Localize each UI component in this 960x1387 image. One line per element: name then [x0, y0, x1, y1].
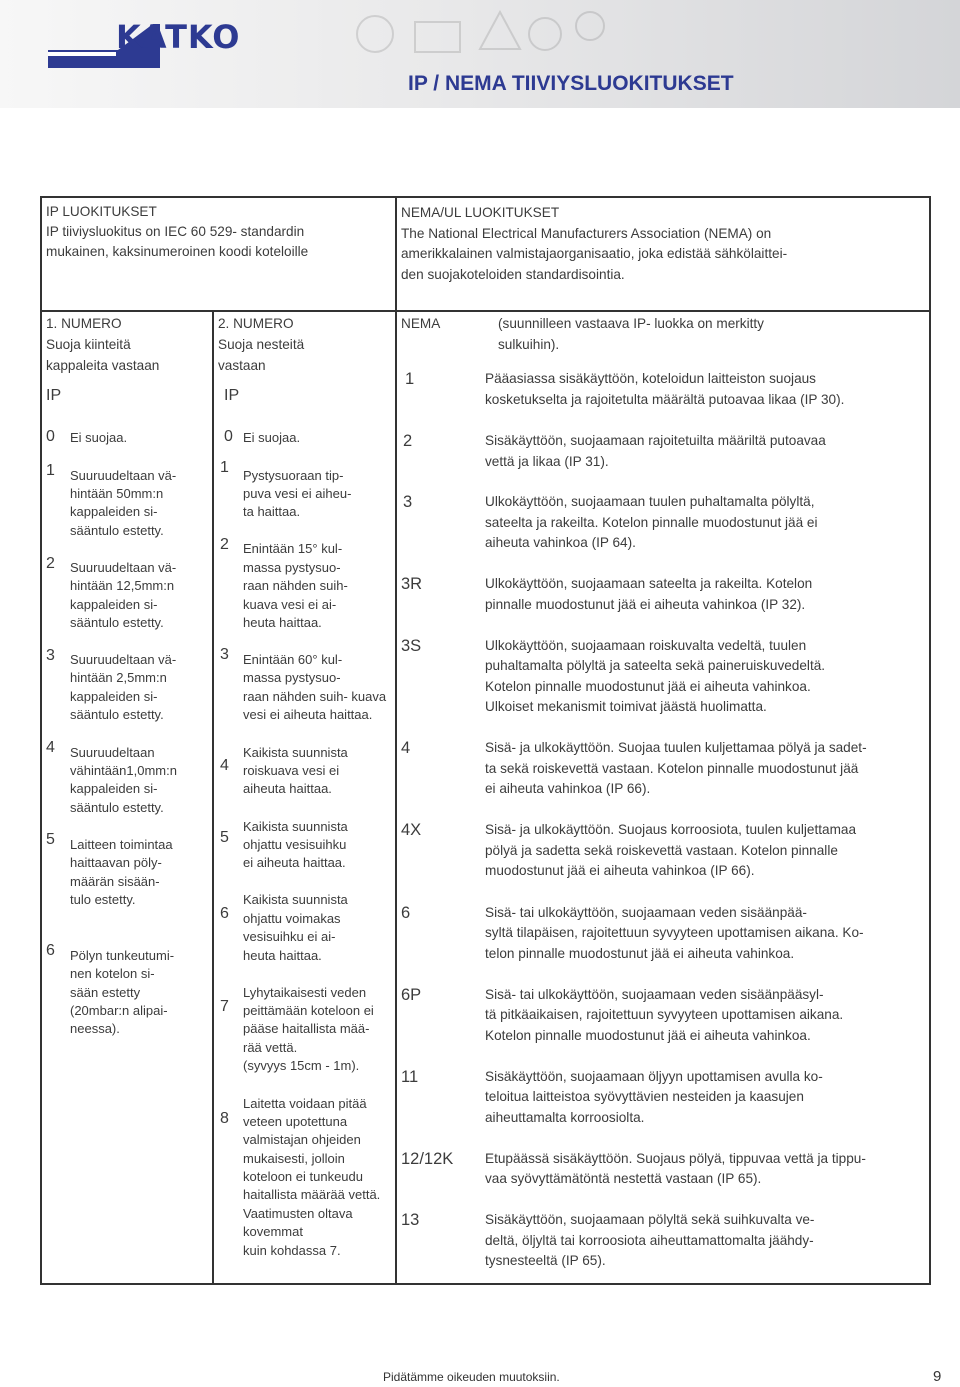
page-number: 9 — [933, 1368, 942, 1385]
ip1-desc: sääntulo estetty. — [70, 800, 164, 815]
ip2-desc: ei aiheuta haittaa. — [243, 855, 346, 870]
ip2-number: 8 — [220, 1110, 229, 1127]
col1-ip-label: IP — [46, 387, 62, 404]
ip2-desc: kuin kohdassa 7. — [243, 1243, 341, 1258]
col3-note: sulkuihin). — [498, 337, 560, 352]
nema-desc: kosketukselta ja rajoitetulta määrältä putoavaa likaa (IP 30). — [485, 392, 845, 407]
col2-heading: vastaan — [218, 358, 266, 373]
ip1-number: 0 — [46, 428, 55, 445]
nema-desc: Sisä- tai ulkokäyttöön, suojaamaan veden sisäänpää- — [485, 905, 807, 920]
ip2-number: 6 — [220, 905, 229, 922]
ip1-desc: nen kotelon si- — [70, 966, 155, 981]
nema-desc: aiheuttamalta korroosiolta. — [485, 1110, 645, 1125]
ip2-desc: vesi ei aiheuta haittaa. — [243, 707, 373, 722]
ip2-desc: koteloon ei tunkeudu — [243, 1169, 363, 1184]
column-divider — [212, 310, 214, 1285]
ip2-desc: Pystysuoraan tip- — [243, 468, 344, 483]
nema-desc: aiheuta vahinkoa (IP 64). — [485, 535, 636, 550]
ip1-desc: hintään 2,5mm:n — [70, 670, 167, 685]
ip1-desc: sääntulo estetty. — [70, 707, 164, 722]
nema-desc: Ulkokäyttöön, suojaamaan sateelta ja rakeilta. Kotelon — [485, 576, 813, 591]
nema-desc: Sisä- ja ulkokäyttöön. Suojaa tuulen kuljettamaa pölyä ja sadet- — [485, 740, 867, 755]
col3-note: (suunnilleen vastaava IP- luokka on merkitty — [498, 316, 764, 331]
col2-heading: Suoja nesteitä — [218, 337, 305, 352]
nema-desc: muodostunut jää ei aiheuta vahinkoa (IP 66). — [485, 863, 755, 878]
nema-desc: pölyä ja sadetta sekä roiskevettä vastaan. Kotelon pinnalle — [485, 843, 838, 858]
ip2-desc: raan nähden suih- kuava — [243, 689, 387, 704]
col1-heading: kappaleita vastaan — [46, 358, 160, 373]
nema-code: 6 — [401, 904, 411, 922]
ip1-desc: vähintään1,0mm:n — [70, 763, 177, 778]
ip1-desc: Suuruudeltaan vä- — [70, 652, 177, 667]
ip2-desc: Enintään 60° kul- — [243, 652, 343, 667]
ip2-number: 4 — [220, 757, 229, 774]
ip2-desc: roiskuava vesi ei — [243, 763, 340, 778]
nema-code: 1 — [405, 370, 415, 388]
ip2-desc: massa pystysuo- — [243, 670, 341, 685]
ip1-desc: Suuruudeltaan vä- — [70, 468, 177, 483]
column-divider — [395, 310, 397, 1285]
col2-heading: 2. NUMERO — [218, 316, 294, 331]
nema-code: 6P — [401, 986, 422, 1004]
ip2-desc: Laitetta voidaan pitää — [243, 1096, 367, 1111]
col1-heading: 1. NUMERO — [46, 316, 122, 331]
ip2-desc: raan nähden suih- — [243, 578, 348, 593]
nema-code: 11 — [401, 1068, 419, 1086]
nema-intro-heading: NEMA/UL LUOKITUKSET — [401, 205, 560, 220]
ip2-desc: ohjattu vesisuihku — [243, 837, 347, 852]
ip2-desc: valmistajan ohjeiden — [243, 1132, 361, 1147]
ip2-desc: Ei suojaa. — [243, 430, 301, 445]
ip2-desc: haitallista määrää vettä. — [243, 1187, 381, 1202]
nema-desc: tysnesteeltä (IP 65). — [485, 1253, 606, 1268]
ip2-desc: heuta haittaa. — [243, 615, 322, 630]
ip2-number: 0 — [224, 428, 233, 445]
ip2-desc: Vaatimusten oltava — [243, 1206, 353, 1221]
ip2-number: 2 — [220, 536, 229, 553]
ip1-desc: neessa). — [70, 1021, 120, 1036]
nema-code: 4X — [401, 821, 422, 839]
nema-code: 13 — [401, 1211, 420, 1229]
ip1-desc: sääntulo estetty. — [70, 615, 164, 630]
nema-desc: Sisäkäyttöön, suojaamaan öljyyn upottamisen avulla ko- — [485, 1069, 823, 1084]
page-title: IP / NEMA TIIVIYSLUOKITUKSET — [408, 72, 734, 95]
ip1-desc: Ei suojaa. — [70, 430, 128, 445]
ip1-desc: Suuruudeltaan vä- — [70, 560, 177, 575]
nema-code: 3R — [401, 575, 423, 593]
nema-desc: Ulkokäyttöön, suojaamaan roiskuvalta vedeltä, tuulen — [485, 638, 807, 653]
nema-code: 3S — [401, 637, 422, 655]
ip1-desc: sään estetty — [70, 985, 141, 1000]
nema-code: 12/12K — [401, 1150, 454, 1168]
col2-ip-label: IP — [224, 387, 240, 404]
ip1-desc: kappaleiden si- — [70, 689, 158, 704]
ip2-desc: heuta haittaa. — [243, 948, 322, 963]
ip1-desc: Laitteen toimintaa — [70, 837, 173, 852]
ip2-desc: puva vesi ei aiheu- — [243, 486, 352, 501]
ip2-desc: mukaisesti, jolloin — [243, 1151, 345, 1166]
ip-intro-heading: IP LUOKITUKSET — [46, 204, 157, 219]
ip-intro-line: IP tiiviysluokitus on IEC 60 529- standardin — [46, 224, 305, 239]
nema-desc: Sisä- tai ulkokäyttöön, suojaamaan veden sisäänpääsyl- — [485, 987, 824, 1002]
ip2-desc: Kaikista suunnista — [243, 745, 348, 760]
ip2-desc: Lyhytaikaisesti veden — [243, 985, 367, 1000]
col1-heading: Suoja kiinteitä — [46, 337, 131, 352]
ip1-desc: hintään 12,5mm:n — [70, 578, 175, 593]
nema-desc: telon pinnalle muodostunut jää ei aiheuta vahinkoa. — [485, 946, 795, 961]
ip1-number: 6 — [46, 942, 55, 959]
ip2-desc: kuava vesi ei ai- — [243, 597, 337, 612]
nema-intro-line: den suojakoteloiden standardisointia. — [401, 267, 625, 282]
nema-intro-line: amerikkalainen valmistajaorganisaatio, joka edistää sähkölaittei- — [401, 246, 788, 261]
nema-desc: Kotelon pinnalle muodostunut jää ei aiheuta vahinkoa. — [485, 679, 811, 694]
col3-heading: NEMA — [401, 316, 441, 331]
ip2-desc: peittämään koteloon ei — [243, 1003, 374, 1018]
nema-desc: Pääasiassa sisäkäyttöön, koteloidun laitteiston suojaus — [485, 371, 816, 386]
nema-desc: ei aiheuta vahinkoa (IP 66). — [485, 781, 651, 796]
ip1-desc: kappaleiden si- — [70, 504, 158, 519]
ip2-desc: ta haittaa. — [243, 504, 301, 519]
ip2-number: 5 — [220, 829, 229, 846]
nema-desc: Ulkoiset mekanismit toimivat jäästä huolimatta. — [485, 699, 767, 714]
nema-desc: Kotelon pinnalle muodostunut jää ei aiheuta vahinkoa. — [485, 1028, 811, 1043]
ip2-number: 3 — [220, 646, 229, 663]
ip2-desc: Kaikista suunnista — [243, 892, 348, 907]
ip1-number: 1 — [46, 462, 55, 479]
ip1-desc: hintään 50mm:n — [70, 486, 164, 501]
nema-desc: Etupäässä sisäkäyttöön. Suojaus pölyä, tippuvaa vettä ja tippu- — [485, 1151, 866, 1166]
ip1-desc: määrän sisään- — [70, 874, 160, 889]
nema-desc: sateelta ja rakeilta. Kotelon pinnalle muodostunut jää ei — [485, 515, 818, 530]
ip2-desc: massa pystysuo- — [243, 560, 341, 575]
ip2-number: 1 — [220, 459, 229, 476]
ip2-desc: (syvyys 15cm - 1m). — [243, 1058, 360, 1073]
nema-desc: syltä tilapäisen, rajoitettuun syvyyteen upottamisen aikana. Ko- — [485, 925, 864, 940]
ip-intro-line: mukainen, kaksinumeroinen koodi koteloille — [46, 244, 309, 259]
ip2-desc: Kaikista suunnista — [243, 819, 348, 834]
nema-desc: Sisä- ja ulkokäyttöön. Suojaus korroosiota, tuulen kuljettamaa — [485, 822, 857, 837]
ip1-desc: tulo estetty. — [70, 892, 136, 907]
ip1-desc: Pölyn tunkeutumi- — [70, 948, 175, 963]
nema-desc: vaa syövyttämätöntä nestettä vastaan (IP 65). — [485, 1171, 762, 1186]
nema-code: 4 — [401, 739, 411, 757]
nema-desc: Sisäkäyttöön, suojaamaan pölyltä sekä suihkuvalta ve- — [485, 1212, 815, 1227]
ip2-desc: Enintään 15° kul- — [243, 541, 343, 556]
ip1-number: 5 — [46, 831, 55, 848]
ip2-desc: ohjattu voimakas — [243, 911, 341, 926]
ip1-desc: haittaavan pöly- — [70, 855, 162, 870]
ip1-desc: (20mbar:n alipai- — [70, 1003, 168, 1018]
ip1-desc: Suuruudeltaan — [70, 745, 155, 760]
ip1-desc: kappaleiden si- — [70, 781, 158, 796]
ip2-desc: rää vettä. — [243, 1040, 298, 1055]
nema-code: 3 — [403, 493, 413, 511]
ip1-desc: kappaleiden si- — [70, 597, 158, 612]
ip2-desc: aiheuta haittaa. — [243, 781, 332, 796]
ip1-number: 2 — [46, 555, 55, 572]
nema-desc: deltä, öljyltä tai korroosiota aiheuttamattomalta jäähdy- — [485, 1233, 814, 1248]
footer-note: Pidätämme oikeuden muutoksiin. — [383, 1370, 560, 1384]
nema-desc: teloitua laitteistoa syövyttävien nesteiden ja kaasujen — [485, 1089, 804, 1104]
ip2-desc: kovemmat — [243, 1224, 303, 1239]
nema-desc: ta sekä roiskevettä vastaan. Kotelon pinnalle muodostunut jää — [485, 761, 859, 776]
nema-desc: tä pitkäaikaisen, rajoitettuun syvyyteen upottamisen aikana. — [485, 1007, 844, 1022]
nema-desc: pinnalle muodostunut jää ei aiheuta vahinkoa (IP 32). — [485, 597, 806, 612]
nema-desc: Ulkokäyttöön, suojaamaan tuulen puhaltamalta pölyltä, — [485, 494, 815, 509]
ip2-desc: vesisuihku ei ai- — [243, 929, 336, 944]
nema-desc: puhaltamalta pölyltä ja sateelta sekä paineruiskuvedeltä. — [485, 658, 826, 673]
nema-intro-line: The National Electrical Manufacturers Association (NEMA) on — [401, 226, 772, 241]
nema-code: 2 — [403, 432, 413, 450]
nema-desc: Sisäkäyttöön, suojaamaan rajoitetuilta määriltä putoavaa — [485, 433, 826, 448]
ip2-number: 7 — [220, 998, 229, 1015]
ip1-number: 4 — [46, 739, 55, 756]
ip2-desc: pääse haitallista mää- — [243, 1021, 370, 1036]
brand-name: KATKO — [116, 18, 241, 56]
ip2-desc: veteen upotettuna — [243, 1114, 348, 1129]
ip1-desc: sääntulo estetty. — [70, 523, 164, 538]
ip1-number: 3 — [46, 647, 55, 664]
nema-desc: vettä ja likaa (IP 31). — [485, 454, 609, 469]
certification-marks-icon — [345, 4, 615, 64]
